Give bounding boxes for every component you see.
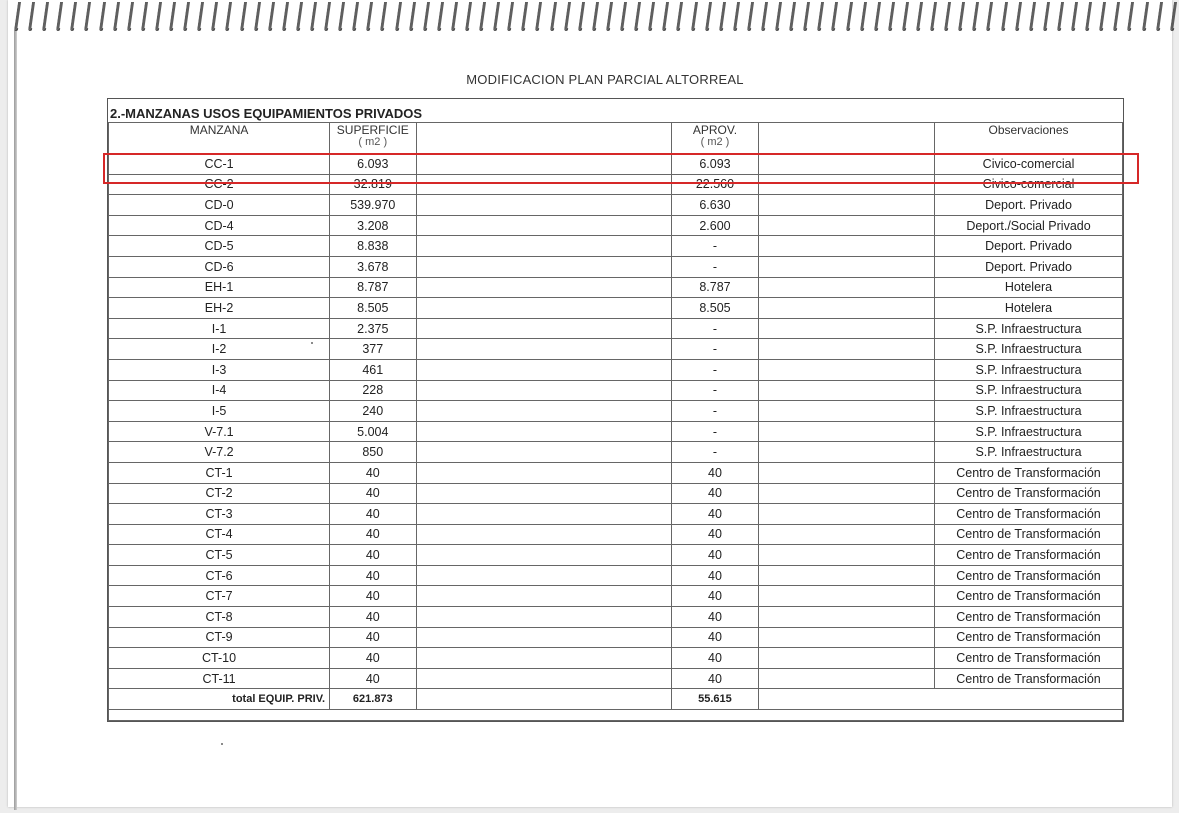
cell-observaciones: Centro de Transformación: [935, 607, 1123, 628]
cell-aprov: 6.093: [671, 154, 758, 175]
cell-observaciones: Hotelera: [935, 277, 1123, 298]
binding-coil: [183, 2, 191, 31]
cell-empty: [416, 607, 671, 628]
binding-coil: [254, 2, 262, 31]
header-superficie-unit: ( m2 ): [358, 136, 388, 148]
header-empty-1: [416, 123, 671, 154]
binding-coil: [197, 2, 205, 31]
binding-coil: [972, 2, 980, 31]
binding-coil: [634, 2, 642, 31]
binding-coil: [141, 2, 149, 31]
cell-empty: [416, 359, 671, 380]
binding-coil: [465, 2, 473, 31]
cell-manzana: CC-1: [109, 154, 330, 175]
cell-aprov: 40: [671, 504, 758, 525]
cell-observaciones: S.P. Infraestructura: [935, 421, 1123, 442]
binding-coil: [366, 2, 374, 31]
table-row: [109, 277, 1123, 298]
cell-aprov: -: [671, 359, 758, 380]
cell-aprov: 40: [671, 627, 758, 648]
table-row: [109, 215, 1123, 236]
binding-coil: [817, 2, 825, 31]
cell-manzana: CC-2: [109, 174, 330, 195]
cell-manzana: EH-2: [109, 298, 330, 319]
cell-superficie: 40: [330, 627, 416, 648]
cell-empty: [759, 627, 935, 648]
cell-observaciones: S.P. Infraestructura: [935, 401, 1123, 422]
cell-aprov: 40: [671, 483, 758, 504]
spiral-binding: [10, 0, 1176, 32]
binding-coil: [437, 2, 445, 31]
cell-aprov: 40: [671, 545, 758, 566]
cell-empty: [416, 668, 671, 689]
cell-empty: [759, 401, 935, 422]
cell-manzana: CD-4: [109, 215, 330, 236]
binding-coil: [1001, 2, 1009, 31]
cell-empty: [416, 524, 671, 545]
table-row: [109, 648, 1123, 669]
binding-coil: [409, 2, 417, 31]
binding-coil: [99, 2, 107, 31]
binding-coil: [676, 2, 684, 31]
cell-observaciones: Centro de Transformación: [935, 524, 1123, 545]
cell-superficie: 461: [330, 359, 416, 380]
cell-observaciones: Centro de Transformación: [935, 668, 1123, 689]
binding-coil: [282, 2, 290, 31]
cell-empty: [416, 689, 671, 710]
cell-manzana: I-2: [109, 339, 330, 360]
binding-coil: [268, 2, 276, 31]
cell-observaciones: Civico-comercial: [935, 154, 1123, 175]
table-row: [109, 339, 1123, 360]
header-aprov-unit: ( m2 ): [700, 136, 730, 148]
cell-empty: [759, 607, 935, 628]
cell-superficie: 3.208: [330, 215, 416, 236]
cell-aprov: 8.505: [671, 298, 758, 319]
binding-coil: [930, 2, 938, 31]
header-empty-2: [759, 123, 935, 154]
binding-coil: [423, 2, 431, 31]
cell-manzana: CT-11: [109, 668, 330, 689]
cell-empty: [416, 236, 671, 257]
cell-empty: [416, 586, 671, 607]
cell-empty: [416, 442, 671, 463]
cell-empty: [759, 565, 935, 586]
binding-coil: [521, 2, 529, 31]
binding-coil: [719, 2, 727, 31]
binding-coil: [902, 2, 910, 31]
total-superficie: 621.873: [330, 689, 416, 710]
binding-coil: [690, 2, 698, 31]
binding-coil: [352, 2, 360, 31]
binding-coil: [662, 2, 670, 31]
cell-manzana: V-7.2: [109, 442, 330, 463]
binding-coil: [916, 2, 924, 31]
cell-superficie: 850: [330, 442, 416, 463]
table-row: [109, 256, 1123, 277]
table-row: [109, 627, 1123, 648]
cell-empty: [416, 339, 671, 360]
cell-empty: [759, 359, 935, 380]
cell-observaciones: Centro de Transformación: [935, 565, 1123, 586]
cell-empty: [416, 421, 671, 442]
table-row: [109, 462, 1123, 483]
cell-superficie: 8.838: [330, 236, 416, 257]
cell-manzana: I-5: [109, 401, 330, 422]
header-aprov: APROV. ( m2 ): [671, 123, 758, 154]
cell-observaciones: Centro de Transformación: [935, 483, 1123, 504]
cell-superficie: 5.004: [330, 421, 416, 442]
binding-coil: [705, 2, 713, 31]
data-table: [108, 122, 1123, 721]
binding-coil: [394, 2, 402, 31]
cell-superficie: 40: [330, 586, 416, 607]
cell-empty: [416, 483, 671, 504]
cell-empty: [759, 256, 935, 277]
cell-superficie: 40: [330, 565, 416, 586]
binding-coil: [14, 2, 22, 31]
binding-coil: [1156, 2, 1164, 31]
cell-empty: [416, 318, 671, 339]
cell-observaciones: S.P. Infraestructura: [935, 380, 1123, 401]
cell-superficie: 8.787: [330, 277, 416, 298]
cell-superficie: 32.819: [330, 174, 416, 195]
binding-coil: [1057, 2, 1065, 31]
cell-superficie: 2.375: [330, 318, 416, 339]
cell-empty: [759, 586, 935, 607]
binding-coil: [550, 2, 558, 31]
binding-coil: [113, 2, 121, 31]
table-row: [109, 607, 1123, 628]
equipamientos-table: [107, 98, 1124, 722]
page-edge: [14, 30, 17, 810]
cell-manzana: I-1: [109, 318, 330, 339]
cell-superficie: 40: [330, 668, 416, 689]
cell-superficie: 228: [330, 380, 416, 401]
table-row: [109, 668, 1123, 689]
cell-superficie: 40: [330, 648, 416, 669]
cell-empty: [416, 195, 671, 216]
cell-aprov: -: [671, 421, 758, 442]
cell-aprov: -: [671, 339, 758, 360]
binding-coil: [380, 2, 388, 31]
cell-empty: [759, 195, 935, 216]
cell-superficie: 6.093: [330, 154, 416, 175]
cell-empty: [759, 236, 935, 257]
binding-coil: [296, 2, 304, 31]
binding-coil: [479, 2, 487, 31]
binding-coil: [1015, 2, 1023, 31]
cell-aprov: 40: [671, 524, 758, 545]
cell-observaciones: S.P. Infraestructura: [935, 339, 1123, 360]
scan-speck: [221, 743, 223, 745]
cell-observaciones: Centro de Transformación: [935, 586, 1123, 607]
cell-superficie: 3.678: [330, 256, 416, 277]
binding-coil: [338, 2, 346, 31]
binding-coil: [169, 2, 177, 31]
cell-manzana: CT-5: [109, 545, 330, 566]
binding-coil: [888, 2, 896, 31]
header-superficie: SUPERFICIE ( m2 ): [330, 123, 416, 154]
cell-aprov: 6.630: [671, 195, 758, 216]
section-title: 2.-MANZANAS USOS EQUIPAMIENTOS PRIVADOS: [110, 106, 423, 121]
cell-empty: [416, 277, 671, 298]
cell-aprov: 40: [671, 462, 758, 483]
cell-observaciones: S.P. Infraestructura: [935, 318, 1123, 339]
cell-empty: [759, 339, 935, 360]
cell-superficie: 40: [330, 545, 416, 566]
binding-coil: [986, 2, 994, 31]
binding-coil: [761, 2, 769, 31]
table-row: [109, 401, 1123, 422]
cell-empty: [759, 462, 935, 483]
cell-manzana: EH-1: [109, 277, 330, 298]
table-row: [109, 504, 1123, 525]
table-row: [109, 359, 1123, 380]
cell-observaciones: S.P. Infraestructura: [935, 442, 1123, 463]
table-row: [109, 483, 1123, 504]
binding-coil: [564, 2, 572, 31]
footer-row: [109, 710, 1123, 721]
binding-coil: [84, 2, 92, 31]
cell-manzana: CT-9: [109, 627, 330, 648]
table-row: [109, 318, 1123, 339]
cell-superficie: 40: [330, 504, 416, 525]
binding-coil: [1113, 2, 1121, 31]
binding-coil: [127, 2, 135, 31]
cell-superficie: 539.970: [330, 195, 416, 216]
cell-manzana: CT-1: [109, 462, 330, 483]
cell-manzana: CD-6: [109, 256, 330, 277]
cell-aprov: -: [671, 380, 758, 401]
cell-aprov: 40: [671, 607, 758, 628]
binding-coil: [958, 2, 966, 31]
cell-empty: [416, 298, 671, 319]
cell-observaciones: S.P. Infraestructura: [935, 359, 1123, 380]
binding-coil: [1085, 2, 1093, 31]
cell-empty: [759, 380, 935, 401]
table-row: [109, 380, 1123, 401]
cell-aprov: -: [671, 401, 758, 422]
binding-coil: [775, 2, 783, 31]
cell-empty: [416, 401, 671, 422]
cell-empty: [759, 504, 935, 525]
table-row: [109, 565, 1123, 586]
binding-coil: [1043, 2, 1051, 31]
cell-empty: [759, 545, 935, 566]
cell-empty: [416, 256, 671, 277]
cell-observaciones: Hotelera: [935, 298, 1123, 319]
cell-manzana: CD-5: [109, 236, 330, 257]
binding-coil: [310, 2, 318, 31]
total-row: [109, 689, 1123, 710]
binding-coil: [225, 2, 233, 31]
binding-coil: [507, 2, 515, 31]
cell-aprov: -: [671, 256, 758, 277]
cell-empty: [759, 318, 935, 339]
cell-manzana: I-3: [109, 359, 330, 380]
cell-aprov: -: [671, 236, 758, 257]
cell-manzana: CT-3: [109, 504, 330, 525]
binding-coil: [620, 2, 628, 31]
cell-observaciones: Civico-comercial: [935, 174, 1123, 195]
binding-coil: [324, 2, 332, 31]
table-row: [109, 545, 1123, 566]
highlight-box: [103, 153, 1139, 184]
cell-empty: [759, 689, 1123, 710]
binding-coil: [831, 2, 839, 31]
binding-coil: [747, 2, 755, 31]
cell-aprov: 2.600: [671, 215, 758, 236]
cell-empty: [416, 545, 671, 566]
cell-observaciones: Deport./Social Privado: [935, 215, 1123, 236]
document-title: MODIFICACION PLAN PARCIAL ALTORREAL: [466, 72, 744, 87]
binding-coil: [874, 2, 882, 31]
total-label: total EQUIP. PRIV.: [109, 689, 330, 710]
table-row: [109, 421, 1123, 442]
binding-coil: [733, 2, 741, 31]
cell-observaciones: Centro de Transformación: [935, 648, 1123, 669]
cell-aprov: 40: [671, 648, 758, 669]
cell-superficie: 8.505: [330, 298, 416, 319]
binding-coil: [648, 2, 656, 31]
binding-coil: [1071, 2, 1079, 31]
binding-coil: [56, 2, 64, 31]
binding-coil: [1170, 2, 1178, 31]
binding-coil: [211, 2, 219, 31]
header-observaciones: Observaciones: [935, 123, 1123, 154]
cell-empty: [759, 421, 935, 442]
cell-observaciones: Deport. Privado: [935, 236, 1123, 257]
cell-empty: [759, 298, 935, 319]
cell-empty: [759, 442, 935, 463]
table-row: [109, 586, 1123, 607]
binding-coil: [803, 2, 811, 31]
cell-aprov: -: [671, 318, 758, 339]
table-row: [109, 442, 1123, 463]
binding-coil: [70, 2, 78, 31]
cell-manzana: I-4: [109, 380, 330, 401]
cell-empty: [416, 565, 671, 586]
binding-coil: [1141, 2, 1149, 31]
binding-coil: [42, 2, 50, 31]
cell-aprov: 40: [671, 586, 758, 607]
cell-empty: [416, 504, 671, 525]
cell-manzana: CT-2: [109, 483, 330, 504]
scan-speck: [311, 342, 313, 344]
cell-empty: [416, 627, 671, 648]
cell-empty: [109, 710, 1123, 721]
cell-empty: [759, 668, 935, 689]
cell-empty: [759, 215, 935, 236]
cell-superficie: 40: [330, 524, 416, 545]
cell-aprov: 8.787: [671, 277, 758, 298]
binding-coil: [155, 2, 163, 31]
cell-manzana: CD-0: [109, 195, 330, 216]
cell-manzana: CT-8: [109, 607, 330, 628]
cell-manzana: CT-10: [109, 648, 330, 669]
cell-superficie: 40: [330, 607, 416, 628]
cell-empty: [759, 277, 935, 298]
total-aprov: 55.615: [671, 689, 758, 710]
header-row: [109, 123, 1123, 154]
cell-superficie: 40: [330, 462, 416, 483]
cell-empty: [416, 462, 671, 483]
binding-coil: [944, 2, 952, 31]
binding-coil: [578, 2, 586, 31]
cell-empty: [416, 380, 671, 401]
binding-coil: [1029, 2, 1037, 31]
cell-empty: [416, 215, 671, 236]
binding-coil: [28, 2, 36, 31]
binding-coil: [789, 2, 797, 31]
table-row: [109, 195, 1123, 216]
binding-coil: [606, 2, 614, 31]
cell-superficie: 40: [330, 483, 416, 504]
binding-coil: [592, 2, 600, 31]
cell-observaciones: Deport. Privado: [935, 256, 1123, 277]
binding-coil: [239, 2, 247, 31]
cell-superficie: 240: [330, 401, 416, 422]
binding-coil: [1099, 2, 1107, 31]
cell-manzana: CT-7: [109, 586, 330, 607]
cell-aprov: 40: [671, 565, 758, 586]
binding-coil: [493, 2, 501, 31]
cell-aprov: 40: [671, 668, 758, 689]
cell-observaciones: Centro de Transformación: [935, 504, 1123, 525]
table-row: [109, 524, 1123, 545]
cell-observaciones: Deport. Privado: [935, 195, 1123, 216]
header-manzana: MANZANA: [109, 123, 330, 154]
cell-observaciones: Centro de Transformación: [935, 462, 1123, 483]
cell-manzana: CT-4: [109, 524, 330, 545]
cell-empty: [759, 648, 935, 669]
binding-coil: [1127, 2, 1135, 31]
cell-aprov: 22.560: [671, 174, 758, 195]
cell-empty: [759, 524, 935, 545]
cell-superficie: 377: [330, 339, 416, 360]
cell-observaciones: Centro de Transformación: [935, 545, 1123, 566]
cell-manzana: V-7.1: [109, 421, 330, 442]
cell-empty: [759, 483, 935, 504]
binding-coil: [860, 2, 868, 31]
cell-observaciones: Centro de Transformación: [935, 627, 1123, 648]
table-row: [109, 236, 1123, 257]
binding-coil: [845, 2, 853, 31]
binding-coil: [535, 2, 543, 31]
cell-manzana: CT-6: [109, 565, 330, 586]
table-row: [109, 298, 1123, 319]
binding-coil: [451, 2, 459, 31]
cell-empty: [416, 648, 671, 669]
cell-aprov: -: [671, 442, 758, 463]
